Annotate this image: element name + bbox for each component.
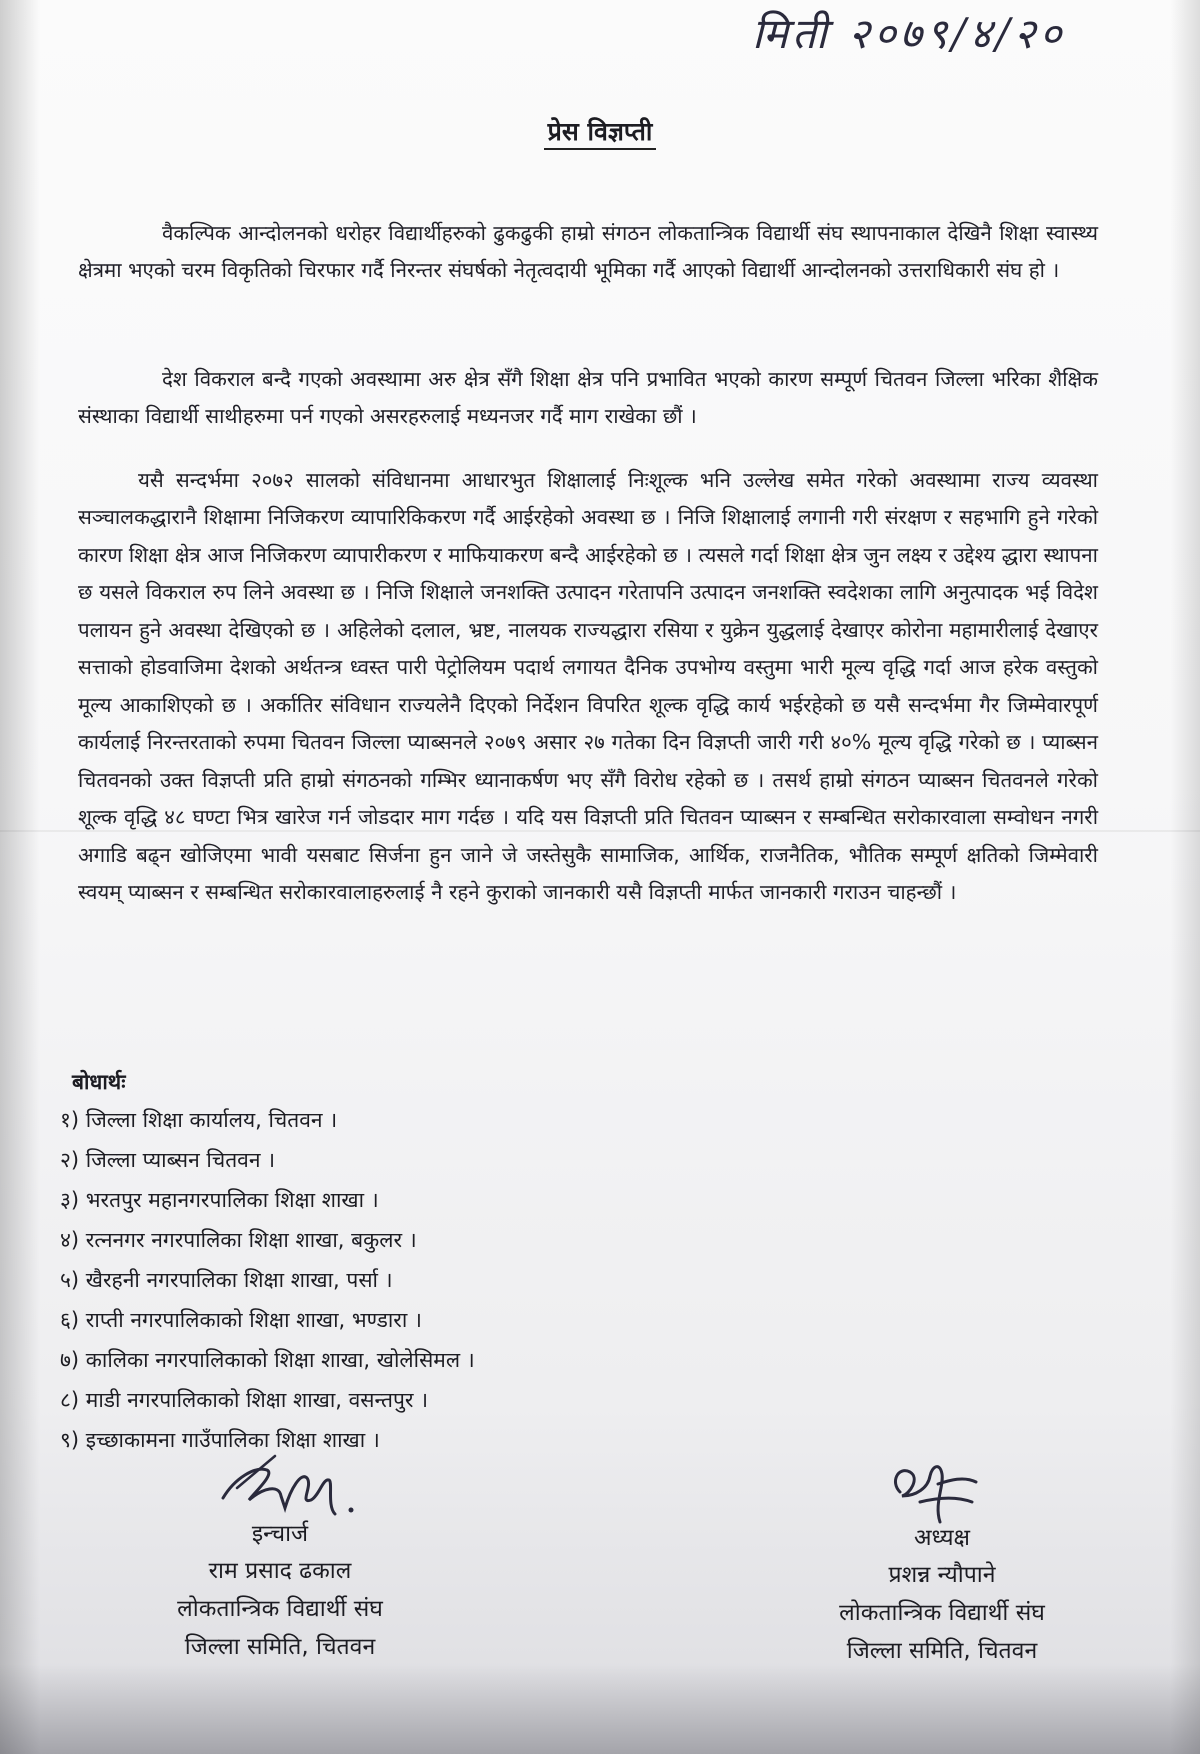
title-text: प्रेस विज्ञप्ती xyxy=(544,117,657,150)
recipient-item: २) जिल्ला प्याब्सन चितवन । xyxy=(60,1148,276,1172)
signatory-committee: जिल्ला समिति, चितवन xyxy=(846,1638,1038,1664)
signatory-name: राम प्रसाद ढकाल xyxy=(208,1558,352,1584)
paragraph-2: देश विकराल बन्दै गएको अवस्थामा अरु क्षेत्र सँगै शिक्षा क्षेत्र पनि प्रभावित भएको कारण सम्पूर्ण चितवन जिल्ला भरिका शैक्षिक संस्थाका विद्यार्थी साथीहरुमा पर्न गएको असरहरुलाई मध्यनजर गर्दै माग राखेका छौं । xyxy=(78,366,1098,428)
signatory-organization: लोकतान्त्रिक विद्यार्थी संघ xyxy=(839,1600,1045,1626)
signatory-right xyxy=(762,1520,1122,1670)
recipient-item: ४) रत्ननगर नगरपालिका शिक्षा शाखा, बकुलर । xyxy=(60,1228,417,1252)
signatory-left xyxy=(100,1516,460,1666)
paragraph-1: वैकल्पिक आन्दोलनको धरोहर विद्यार्थीहरुको ढुकढुकी हाम्रो संगठन लोकतान्त्रिक विद्यार्थी संघ स्थापनाकाल देखिनै शिक्षा स्वास्थ्य क्षेत्रमा भएको चरम विकृतिको चिरफार गर्दै निरन्तर संघर्षको नेतृत्वदायी भूमिका गर्दै आएको विद्यार्थी आन्दोलनको उत्तराधिकारी संघ हो । xyxy=(78,220,1098,282)
document-title xyxy=(0,114,1200,148)
paper-shadow-bottom xyxy=(0,1664,1200,1754)
signatory-role: इन्चार्ज xyxy=(251,1521,309,1547)
recipient-item: ६) राप्ती नगरपालिकाको शिक्षा शाखा, भण्डारा । xyxy=(60,1308,422,1332)
paper-shadow-left xyxy=(0,0,40,1754)
paragraph-3: यसै सन्दर्भमा २०७२ सालको संविधानमा आधारभुत शिक्षालाई निःशूल्क भनि उल्लेख समेत गरेको अवस्थामा राज्य व्यवस्था सञ्चालकद्धारानै शिक्षामा निजिकरण व्यापारिकिकरण गर्दै आईरहेको अवस्था छ । निजि शिक्षालाई लगानी गरी संरक्षण र सहभागि हुने गरेको कारण शिक्षा क्षेत्र आज निजिकरण व्यापारीकरण र माफियाकरण बन्दै आईरहेको छ । त्यसले गर्दा शिक्षा क्षेत्र जुन लक्ष्य र उद्देश्य द्धारा स्थापना छ यसले विकराल रुप लिने अवस्था छ । निजि शिक्षाले जनशक्ति उत्पादन गरेतापनि उत्पादन जनशक्ति स्वदेशका लागि अनुत्पादक भई विदेश पलायन हुने अवस्था देखिएको छ । अहिलेको दलाल, भ्रष्ट, नालयक राज्यद्धारा रसिया र युक्रेन युद्धलाई देखाएर कोरोना महामारीलाई देखाएर सत्ताको होडवाजिमा देशको अर्थतन्त्र ध्वस्त पारी पेट्रोलियम पदार्थ लगायत दैनिक उपभोग्य वस्तुमा भारी मूल्य वृद्धि गर्दा आज हरेक वस्तुको मूल्य आकाशिएको छ । अर्कातिर संविधान राज्यलेनै दिएको निर्देशन विपरित शूल्क वृद्धि कार्य भईरहेको छ यसै सन्दर्भमा गैर जिम्मेवारपूर्ण कार्यलाई निरन्तरताको रुपमा चितवन जिल्ला प्याब्सनले २०७९ असार २७ गतेका दिन विज्ञप्ती जारी गरी ४०% मूल्य वृद्धि गरेको छ । प्याब्सन चितवनको उक्त विज्ञप्ती प्रति हाम्रो संगठनको गम्भिर ध्यानाकर्षण भए सँगै विरोध रहेको छ । तसर्थ हाम्रो संगठन प्याब्सन चितवनले गरेको शूल्क वृद्धि ४८ घण्टा भित्र खारेज गर्न जोडदार माग गर्दछ । यदि यस विज्ञप्ती प्रति चितवन प्याब्सन र सम्बन्धित सरोकारवाला सम्वोधन नगरी अगाडि बढ्न खोजिएमा भावी यसबाट सिर्जना हुन जाने जे जस्तेसुकै सामाजिक, आर्थिक, राजनैतिक, भौतिक सम्पूर्ण क्षतिको जिम्मेवारी स्वयम् प्याब्सन र सम्बन्धित सरोकारवालाहरुलाई नै रहने कुराको जानकारी यसै विज्ञप्ती मार्फत जानकारी गराउन चाहन्छौं । xyxy=(78,467,1098,904)
signature-left xyxy=(215,1448,365,1526)
recipient-item: ३) भरतपुर महानगरपालिका शिक्षा शाखा । xyxy=(60,1188,379,1212)
signatory-organization: लोकतान्त्रिक विद्यार्थी संघ xyxy=(177,1596,383,1622)
handwritten-date: मिती २०७९/४/२० xyxy=(752,9,1066,58)
recipient-item: ८) माडी नगरपालिकाको शिक्षा शाखा, वसन्तपुर । xyxy=(60,1388,429,1412)
recipient-item: ७) कालिका नगरपालिकाको शिक्षा शाखा, खोलेसिमल । xyxy=(60,1348,475,1372)
recipient-item: १) जिल्ला शिक्षा कार्यालय, चितवन । xyxy=(60,1108,338,1132)
signatory-committee: जिल्ला समिति, चितवन xyxy=(184,1634,376,1660)
paper-shadow-right xyxy=(1170,0,1200,1754)
recipients-list xyxy=(60,1100,475,1460)
signatory-role: अध्यक्ष xyxy=(913,1525,971,1551)
recipient-item: ९) इच्छाकामना गाउँपालिका शिक्षा शाखा । xyxy=(60,1428,380,1452)
recipients-heading: बोधार्थः xyxy=(72,1070,126,1094)
signatory-name: प्रशन्न न्यौपाने xyxy=(888,1562,996,1588)
recipient-item: ५) खैरहनी नगरपालिका शिक्षा शाखा, पर्सा । xyxy=(60,1268,393,1292)
